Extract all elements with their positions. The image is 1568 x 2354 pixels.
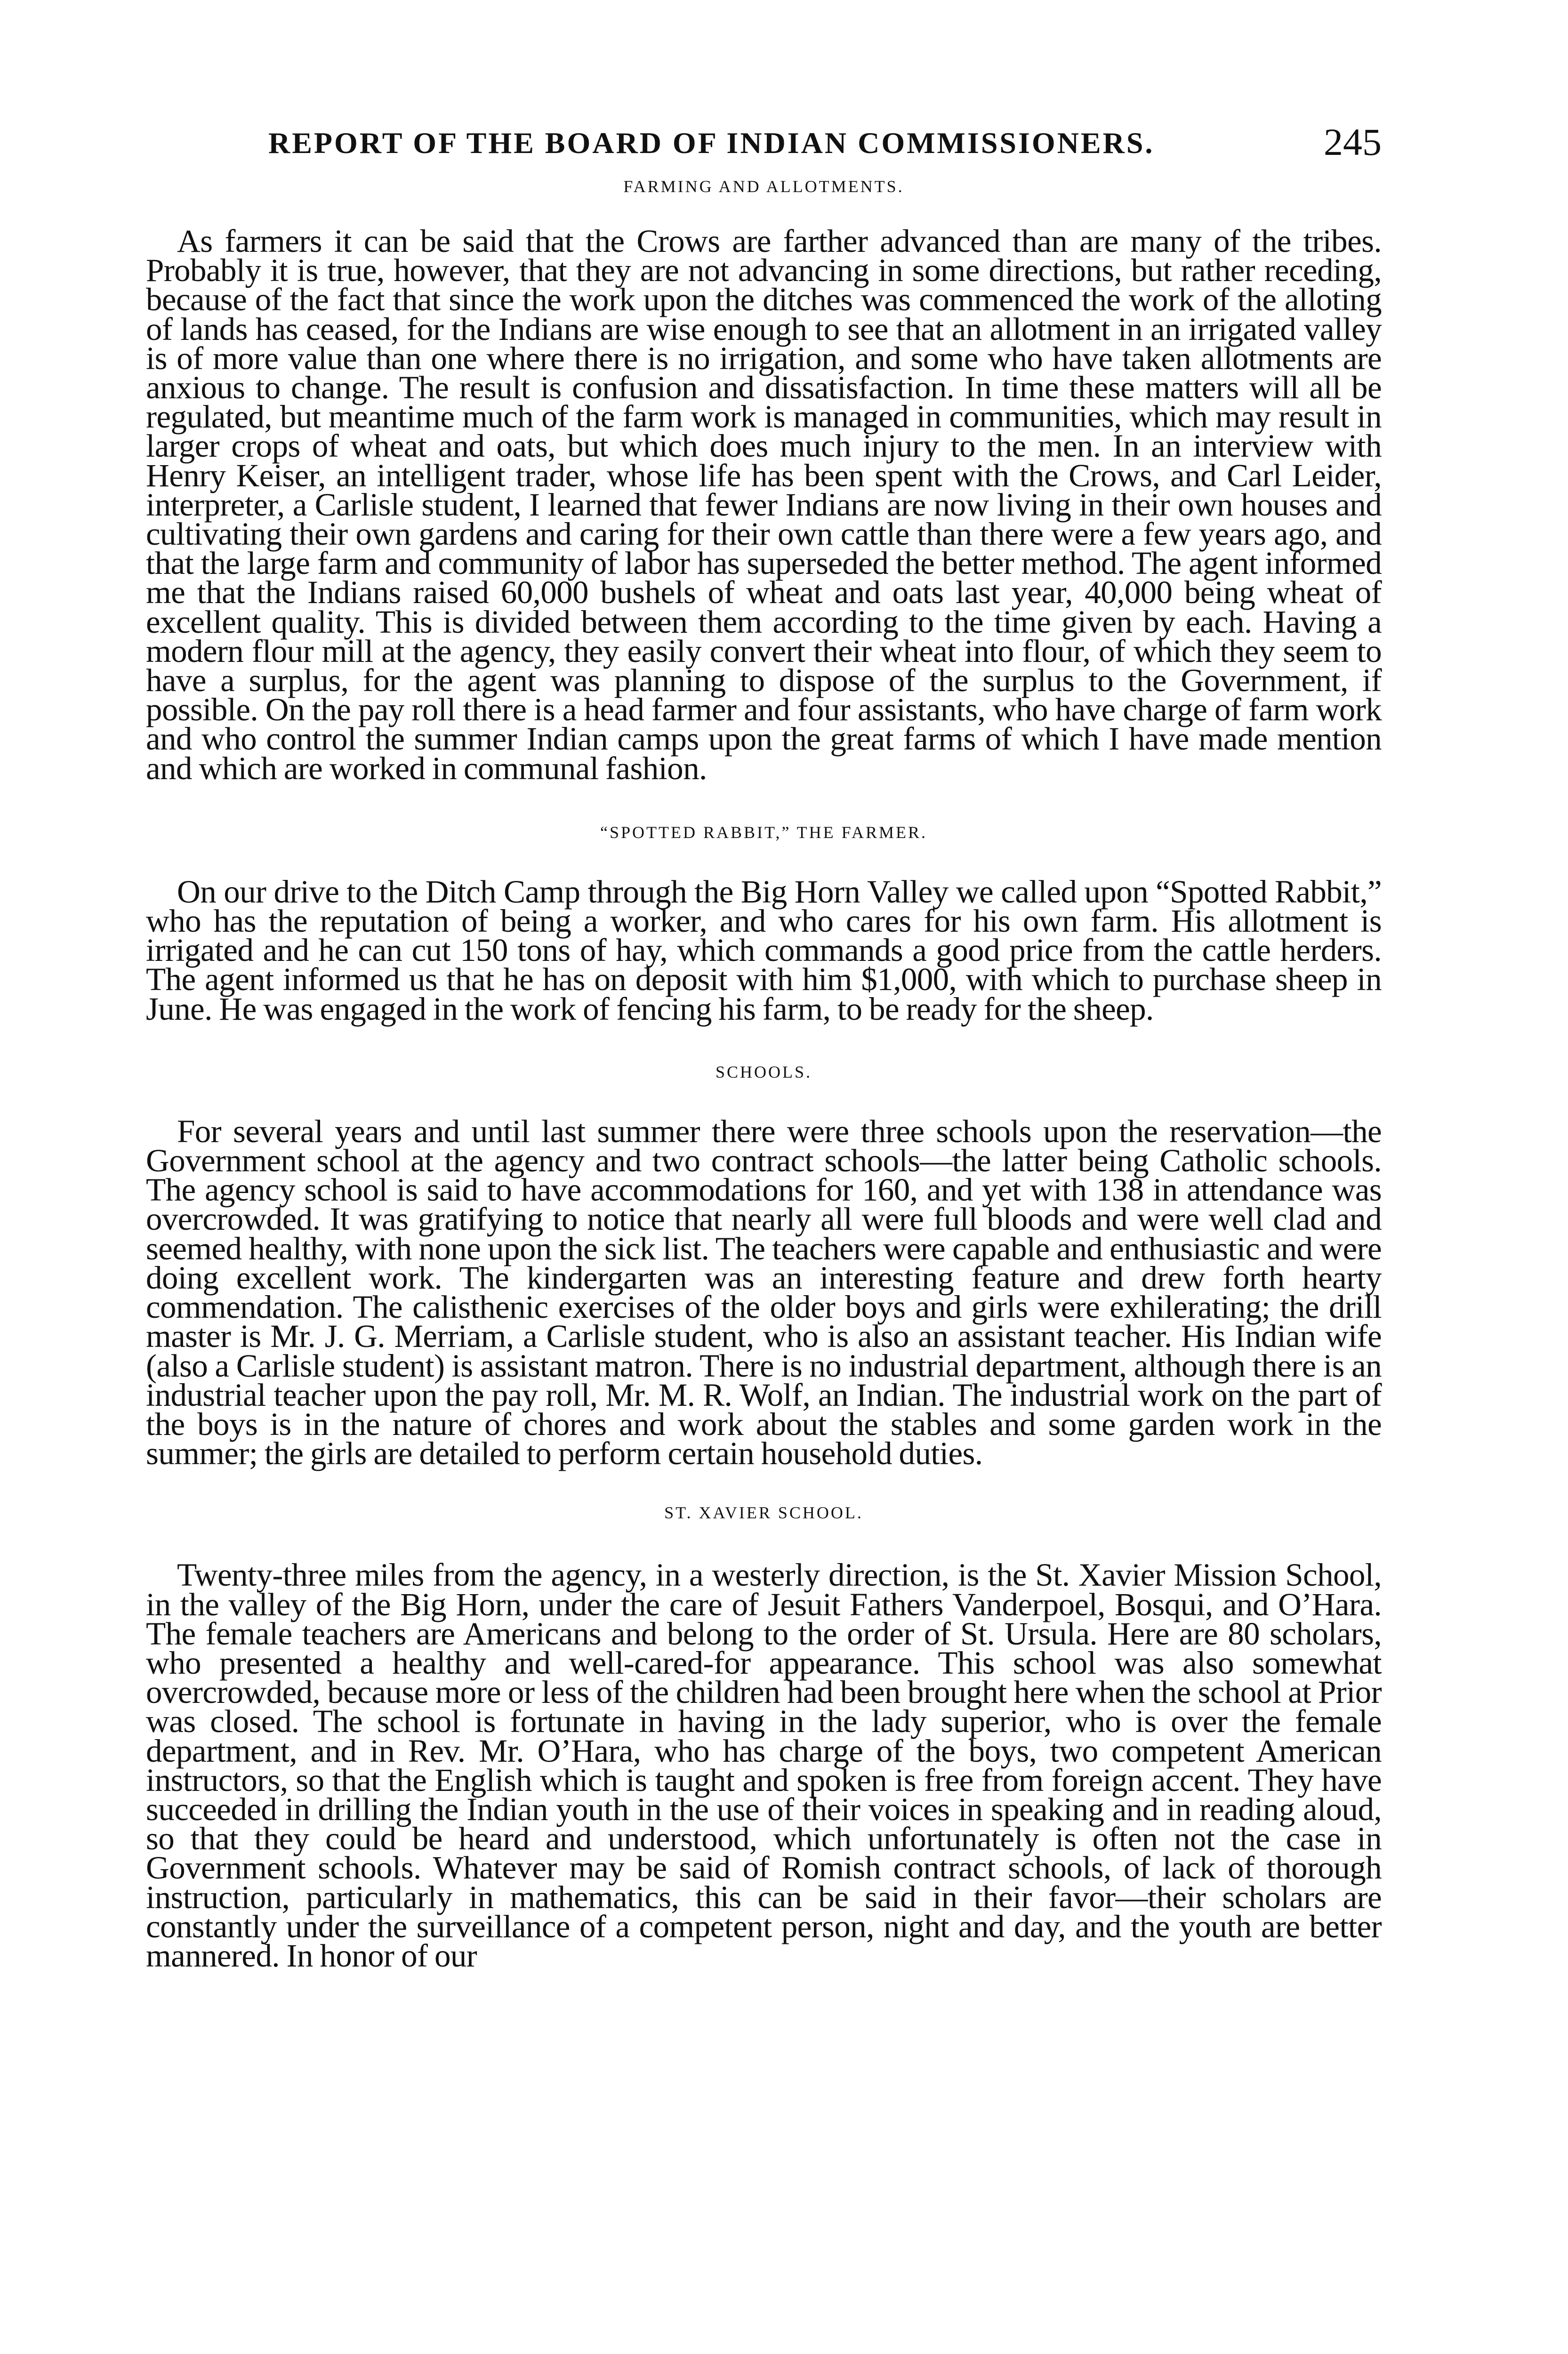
report-title: REPORT OF THE BOARD OF INDIAN COMMISSIONERS. xyxy=(268,126,1155,160)
paragraph-st-xavier: Twenty-three miles from the agency, in a westerly direction, is the St. Xavier Mission School, in the valley of the Big Horn, under the care of Jesuit Fathers Vanderpoel, Bosqui, and O’Hara. The female teachers are Americans and belong to the order of St. Ursula. Here are 80 scholars, who presented a healthy and well-cared-for appearance. This school was also somewhat overcrowded, because more or less of the children had been brought here when the school at Prior was closed. The school is fortunate in having in the lady superior, who is over the female department, and in Rev. Mr. O’Hara, who has charge of the boys, two competent American instructors, so that the English which is taught and spoken is free from foreign accent. They have succeeded in drilling the Indian youth in the use of their voices in speaking and in reading aloud, so that they could be heard and understood, which unfortunately is often not the case in Government schools. Whatever may be said of Romish contract schools, of lack of thorough instruction, particularly in mathematics, this can be said in their favor—their scholars are constantly under the surveillance of a competent person, night and day, and the youth are better mannered. In honor of our xyxy=(146,1557,1382,1974)
heading-spotted-rabbit: “SPOTTED RABBIT,” THE FARMER. xyxy=(600,822,927,842)
document-page xyxy=(146,120,1382,1974)
heading-schools: SCHOOLS. xyxy=(715,1062,812,1081)
heading-st-xavier-school: ST. XAVIER SCHOOL. xyxy=(664,1503,863,1523)
paragraph-farming: As farmers it can be said that the Crows are farther advanced than are many of the tribes. Probably it is true, however, that they are not advancing in some directions, but rather receding, because of the fact that since the work upon the ditches was commenced the work of the alloting of lands has ceased, for the Indians are wise enough to see that an allotment in an irrigated valley is of more value than one where there is no irrigation, and some who have taken allotments are anxious to change. The result is confusion and dissatisfaction. In time these matters will all be regulated, but meantime much of the farm work is managed in communities, which may result in larger crops of wheat and oats, but which does much injury to the men. In an interview with Henry Keiser, an intelligent trader, whose life has been spent with the Crows, and Carl Leider, interpreter, a Carlisle student, I learned that fewer Indians are now living in their own houses and cultivating their own gardens and caring for their own cattle than there were a few years ago, and that the large farm and community of labor has superseded the better method. The agent informed me that the Indians raised 60,000 bushels of wheat and oats last year, 40,000 being wheat of excellent quality. This is divided between them according to the time given by each. Having a modern flour mill at the agency, they easily convert their wheat into flour, of which they seem to have a surplus, for the agent was planning to dispose of the surplus to the Government, if possible. On the pay roll there is a head farmer and four assistants, who have charge of farm work and who control the summer Indian camps upon the great farms of which I have made mention and which are worked in communal fashion. xyxy=(146,223,1382,786)
paragraph-spotted-rabbit: On our drive to the Ditch Camp through the Big Horn Valley we called upon “Spotted Rabbit,” who has the reputation of being a worker, and who cares for his own farm. His allotment is irrigated and he can cut 150 tons of hay, which commands a good price from the cattle herders. The agent informed us that he has on deposit with him $1,000, with which to purchase sheep in June. He was engaged in the work of fencing his farm, to be ready for the sheep. xyxy=(146,873,1382,1027)
running-header xyxy=(146,120,1382,172)
page-number: 245 xyxy=(1324,121,1382,163)
paragraph-schools: For several years and until last summer there were three schools upon the reservation—the Government school at the agency and two contract schools—the latter being Catholic schools. The agency school is said to have accommodations for 160, and yet with 138 in attendance was overcrowded. It was gratifying to notice that nearly all were full bloods and were well clad and seemed healthy, with none upon the sick list. The teachers were capable and enthusiastic and were doing excellent work. The kindergarten was an interesting feature and drew forth hearty commendation. The calisthenic exercises of the older boys and girls were exhilerating; the drill master is Mr. J. G. Merriam, a Carlisle student, who is also an assistant teacher. His Indian wife (also a Carlisle student) is assistant matron. There is no industrial department, although there is an industrial teacher upon the pay roll, Mr. M. R. Wolf, an Indian. The industrial work on the part of the boys is in the nature of chores and work about the stables and some garden work in the summer; the girls are detailed to perform certain household duties. xyxy=(146,1113,1382,1472)
heading-farming-and-allotments: FARMING AND ALLOTMENTS. xyxy=(623,177,904,196)
